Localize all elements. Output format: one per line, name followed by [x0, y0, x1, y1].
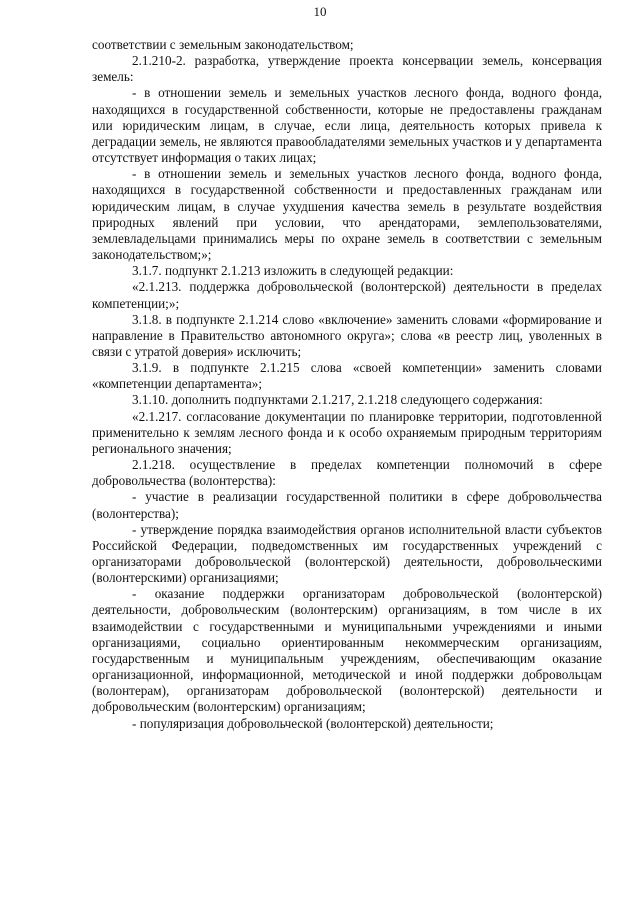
- document-body: [92, 37, 602, 732]
- paragraph-bullet-volunteer-4: - популяризация добровольческой (волонтерской) деятельности;: [132, 715, 494, 731]
- paragraph-bullet-volunteer-2: - утверждение порядка взаимодействия органов исполнительной власти субъектов Российской Федерации, подведомственных им государственных учреждений с организаторами добровольческой (волонтерской) деятельности, добровольческими (волонтерскими) организациями;: [92, 521, 602, 586]
- paragraph-bullet-volunteer-1: - участие в реализации государственной политики в сфере добровольчества (волонтерства);: [92, 489, 602, 521]
- paragraph-3-1-10: 3.1.10. дополнить подпунктами 2.1.217, 2.1.218 следующего содержания:: [132, 392, 543, 408]
- paragraph-2-1-210-2: 2.1.210-2. разработка, утверждение проекта консервации земель, консервация земель:: [92, 53, 602, 85]
- paragraph-continuation: соответствии с земельным законодательством;: [92, 37, 354, 52]
- paragraph-3-1-8: 3.1.8. в подпункте 2.1.214 слово «включение» заменить словами «формирование и направление в Правительство автономного округа»; слова «в реестр лиц, уволенных в связи с утратой доверия» исключить;: [92, 311, 602, 359]
- page-number: 10: [313, 4, 327, 19]
- paragraph-3-1-7: 3.1.7. подпункт 2.1.213 изложить в следующей редакции:: [132, 263, 454, 279]
- paragraph-bullet-conservation-2: - в отношении земель и земельных участков лесного фонда, водного фонда, находящихся в государственной собственности и предоставленных гражданам или юридическим лицам, в случае ухудшения качества земель в результате воздействия природных явлений при условии, что арендаторами, землепользователями, землевладельцами принимались меры по охране земель в соответствии с земельным законодательством;»;: [92, 166, 602, 263]
- paragraph-bullet-conservation-1: - в отношении земель и земельных участков лесного фонда, водного фонда, находящихся в государственной собственности, которые не предоставлены гражданам или юридическим лицам, в случае, если лица, деятельность которых привела к деградации земель, не являются правообладателями земельных участков и у департамента отсутствует информация о таких лицах;: [92, 85, 602, 166]
- paragraph-2-1-218: 2.1.218. осуществление в пределах компетенции полномочий в сфере добровольчества (волонтерства):: [92, 457, 602, 489]
- paragraph-bullet-volunteer-3: - оказание поддержки организаторам добровольческой (волонтерской) деятельности, добровольческим (волонтерским) организациям, в том числе в их взаимодействии с государственными и муниципальными учреждениями и иными организациями, социально ориентированным некоммерческим организациям, государственным и муниципальным учреждениям, обеспечивающим оказание организационной, информационной, методической и иной поддержки добровольцам (волонтерам), организаторам добровольческой (волонтерской) деятельности и добровольческим (волонтерским) организациям;: [92, 586, 602, 715]
- paragraph-2-1-213: «2.1.213. поддержка добровольческой (волонтерской) деятельности в пределах компетенции;»;: [92, 279, 602, 311]
- paragraph-3-1-9: 3.1.9. в подпункте 2.1.215 слова «своей компетенции» заменить словами «компетенции департамента»;: [92, 360, 602, 392]
- paragraph-2-1-217: «2.1.217. согласование документации по планировке территории, подготовленной применительно к землям лесного фонда и к особо охраняемым природным территориям регионального значения;: [92, 408, 602, 456]
